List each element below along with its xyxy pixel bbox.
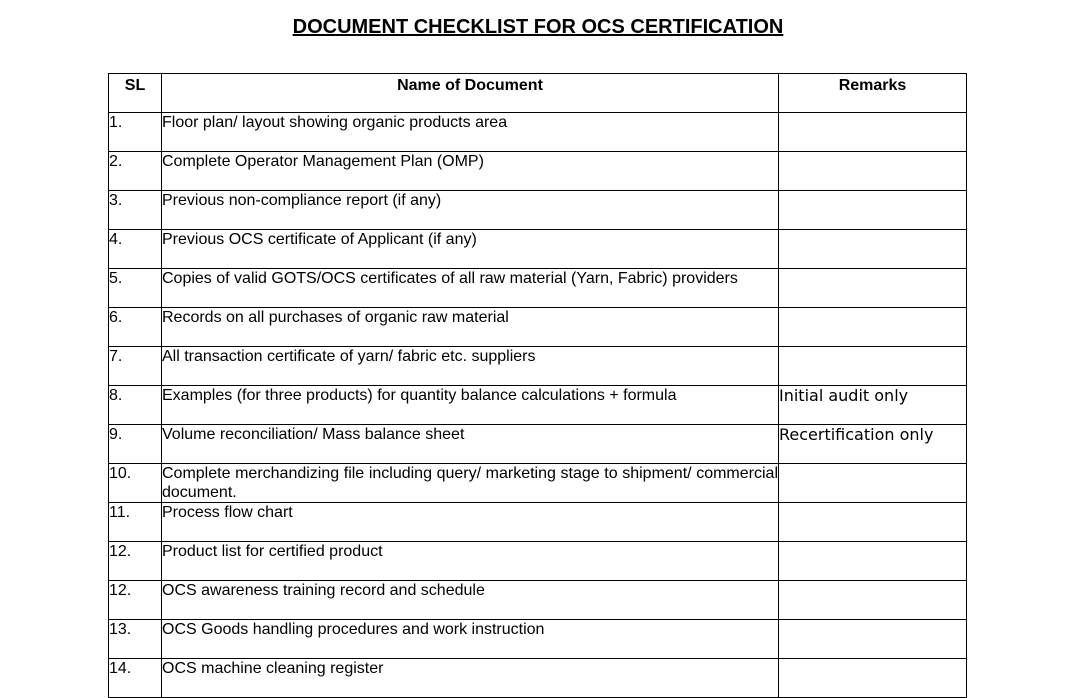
row-sl: 7. [109, 347, 162, 386]
row-document-name: OCS awareness training record and schedule [162, 581, 779, 620]
row-sl: 1. [109, 113, 162, 152]
row-sl: 3. [109, 191, 162, 230]
row-sl: 9. [109, 425, 162, 464]
row-remarks [779, 191, 967, 230]
table-row [109, 347, 967, 386]
table-row [109, 503, 967, 542]
row-sl: 6. [109, 308, 162, 347]
table-row [109, 425, 967, 464]
document-checklist-table [108, 73, 967, 698]
row-sl: 12. [109, 542, 162, 581]
table-row [109, 620, 967, 659]
row-remarks [779, 503, 967, 542]
table-row [109, 542, 967, 581]
row-remarks [779, 113, 967, 152]
row-document-name: Floor plan/ layout showing organic products area [162, 113, 779, 152]
table-row [109, 659, 967, 698]
row-remarks [779, 230, 967, 269]
row-document-name: Product list for certified product [162, 542, 779, 581]
row-remarks: Recertification only [779, 425, 967, 464]
row-sl: 10. [109, 464, 162, 503]
row-document-name: Previous OCS certificate of Applicant (if any) [162, 230, 779, 269]
header-sl: SL [109, 74, 162, 113]
header-name-of-document: Name of Document [162, 74, 779, 113]
row-remarks [779, 308, 967, 347]
row-document-name: All transaction certificate of yarn/ fabric etc. suppliers [162, 347, 779, 386]
table-row [109, 308, 967, 347]
row-sl: 11. [109, 503, 162, 542]
table-row [109, 464, 967, 503]
row-document-name: Volume reconciliation/ Mass balance sheet [162, 425, 779, 464]
row-remarks [779, 620, 967, 659]
row-document-name: Previous non-compliance report (if any) [162, 191, 779, 230]
row-remarks: Initial audit only [779, 386, 967, 425]
row-document-name: Complete merchandizing file including query/ marketing stage to shipment/ commercial document. [162, 465, 778, 501]
row-document-name: Copies of valid GOTS/OCS certificates of all raw material (Yarn, Fabric) providers [162, 269, 779, 308]
table-row [109, 191, 967, 230]
table-row [109, 152, 967, 191]
table-row [109, 230, 967, 269]
row-sl: 14. [109, 659, 162, 698]
header-remarks: Remarks [779, 74, 967, 113]
table-row [109, 113, 967, 152]
row-document-name: Records on all purchases of organic raw material [162, 308, 779, 347]
row-remarks [779, 464, 967, 503]
table-row [109, 269, 967, 308]
row-sl: 13. [109, 620, 162, 659]
row-remarks [779, 581, 967, 620]
row-remarks [779, 347, 967, 386]
row-sl: 4. [109, 230, 162, 269]
table-row [109, 581, 967, 620]
row-document-name: Complete Operator Management Plan (OMP) [162, 152, 779, 191]
row-document-name: OCS machine cleaning register [162, 659, 779, 698]
row-document-name: Examples (for three products) for quantity balance calculations + formula [162, 386, 779, 425]
table-header-row [109, 74, 967, 113]
row-remarks [779, 542, 967, 581]
row-document-name: OCS Goods handling procedures and work instruction [162, 620, 779, 659]
row-sl: 8. [109, 386, 162, 425]
table-row [109, 386, 967, 425]
row-sl: 2. [109, 152, 162, 191]
row-remarks [779, 269, 967, 308]
row-sl: 5. [109, 269, 162, 308]
page-title: DOCUMENT CHECKLIST FOR OCS CERTIFICATION [292, 16, 784, 38]
row-sl: 12. [109, 581, 162, 620]
row-document-name: Process flow chart [162, 503, 779, 542]
row-remarks [779, 659, 967, 698]
row-remarks [779, 152, 967, 191]
